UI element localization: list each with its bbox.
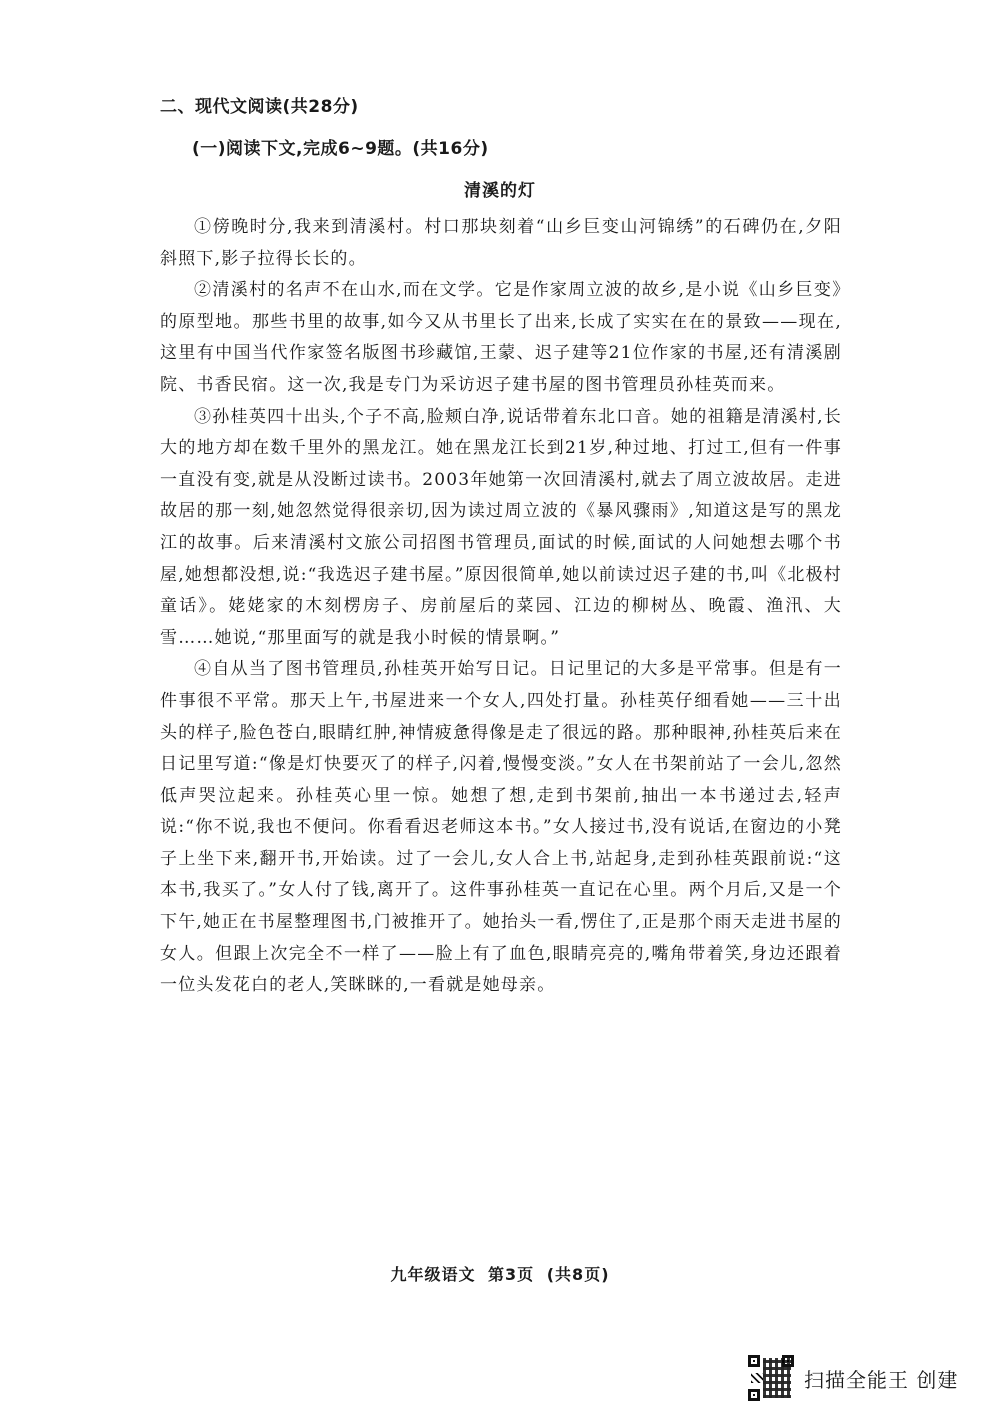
- section-heading: 二、现代文阅读(共28分): [160, 97, 359, 117]
- article-paragraph-2: ②清溪村的名声不在山水,而在文学。它是作家周立波的故乡,是小说《山乡巨变》的原型地。那些书里的故事,如今又从书里长了出来,长成了实实在在的景致——现在,这里有中国当代作家签名版图书珍藏馆,王蒙、迟子建等21位作家的书屋,还有清溪剧院、书香民宿。这一次,我是专门为采访迟子建书屋的图书管理员孙桂英而来。: [160, 280, 842, 395]
- page-footer: 九年级语文 第3页 (共8页): [390, 1265, 610, 1284]
- scanner-watermark: [748, 1355, 958, 1401]
- article-paragraph-1: ①傍晚时分,我来到清溪村。村口那块刻着“山乡巨变山河锦绣”的石碑仍在,夕阳斜照下,影子拉得长长的。: [160, 217, 842, 269]
- scanner-watermark-text: 扫描全能王 创建: [804, 1367, 959, 1392]
- article-paragraph-3: ③孙桂英四十出头,个子不高,脸颊白净,说话带着东北口音。她的祖籍是清溪村,长大的地方却在数千里外的黑龙江。她在黑龙江长到21岁,种过地、打过工,但有一件事一直没有变,就是从没断过读书。2003年她第一次回清溪村,就去了周立波故居。走进故居的那一刻,她忽然觉得很亲切,因为读过周立波的《暴风骤雨》,知道这是写的黑龙江的故事。后来清溪村文旅公司招图书管理员,面试的时候,面试的人问她想去哪个书屋,她想都没想,说:“我选迟子建书屋。”原因很简单,她以前读过迟子建的书,叫《北极村童话》。姥姥家的木刻楞房子、房前屋后的菜园、江边的柳树丛、晚霞、渔汛、大雪……她说,“那里面写的就是我小时候的情景啊。”: [160, 406, 842, 648]
- question-group-heading: (一)阅读下文,完成6~9题。(共16分): [192, 139, 489, 159]
- article-title: 清溪的灯: [464, 181, 536, 201]
- article-body: [160, 212, 842, 1002]
- qr-code-icon: [748, 1355, 794, 1401]
- article-paragraph-4: ④自从当了图书管理员,孙桂英开始写日记。日记里记的大多是平常事。但是有一件事很不平常。那天上午,书屋进来一个女人,四处打量。孙桂英仔细看她——三十出头的样子,脸色苍白,眼睛红肿,神情疲惫得像是走了很远的路。那种眼神,孙桂英后来在日记里写道:“像是灯快要灭了的样子,闪着,慢慢变淡。”女人在书架前站了一会儿,忽然低声哭泣起来。孙桂英心里一惊。她想了想,走到书架前,抽出一本书递过去,轻声说:“你不说,我也不便问。你看看迟老师这本书。”女人接过书,没有说话,在窗边的小凳子上坐下来,翻开书,开始读。过了一会儿,女人合上书,站起身,走到孙桂英跟前说:“这本书,我买了。”女人付了钱,离开了。这件事孙桂英一直记在心里。两个月后,又是一个下午,她正在书屋整理图书,门被推开了。她抬头一看,愣住了,正是那个雨天走进书屋的女人。但跟上次完全不一样了——脸上有了血色,眼睛亮亮的,嘴角带着笑,身边还跟着一位头发花白的老人,笑眯眯的,一看就是她母亲。: [160, 659, 842, 996]
